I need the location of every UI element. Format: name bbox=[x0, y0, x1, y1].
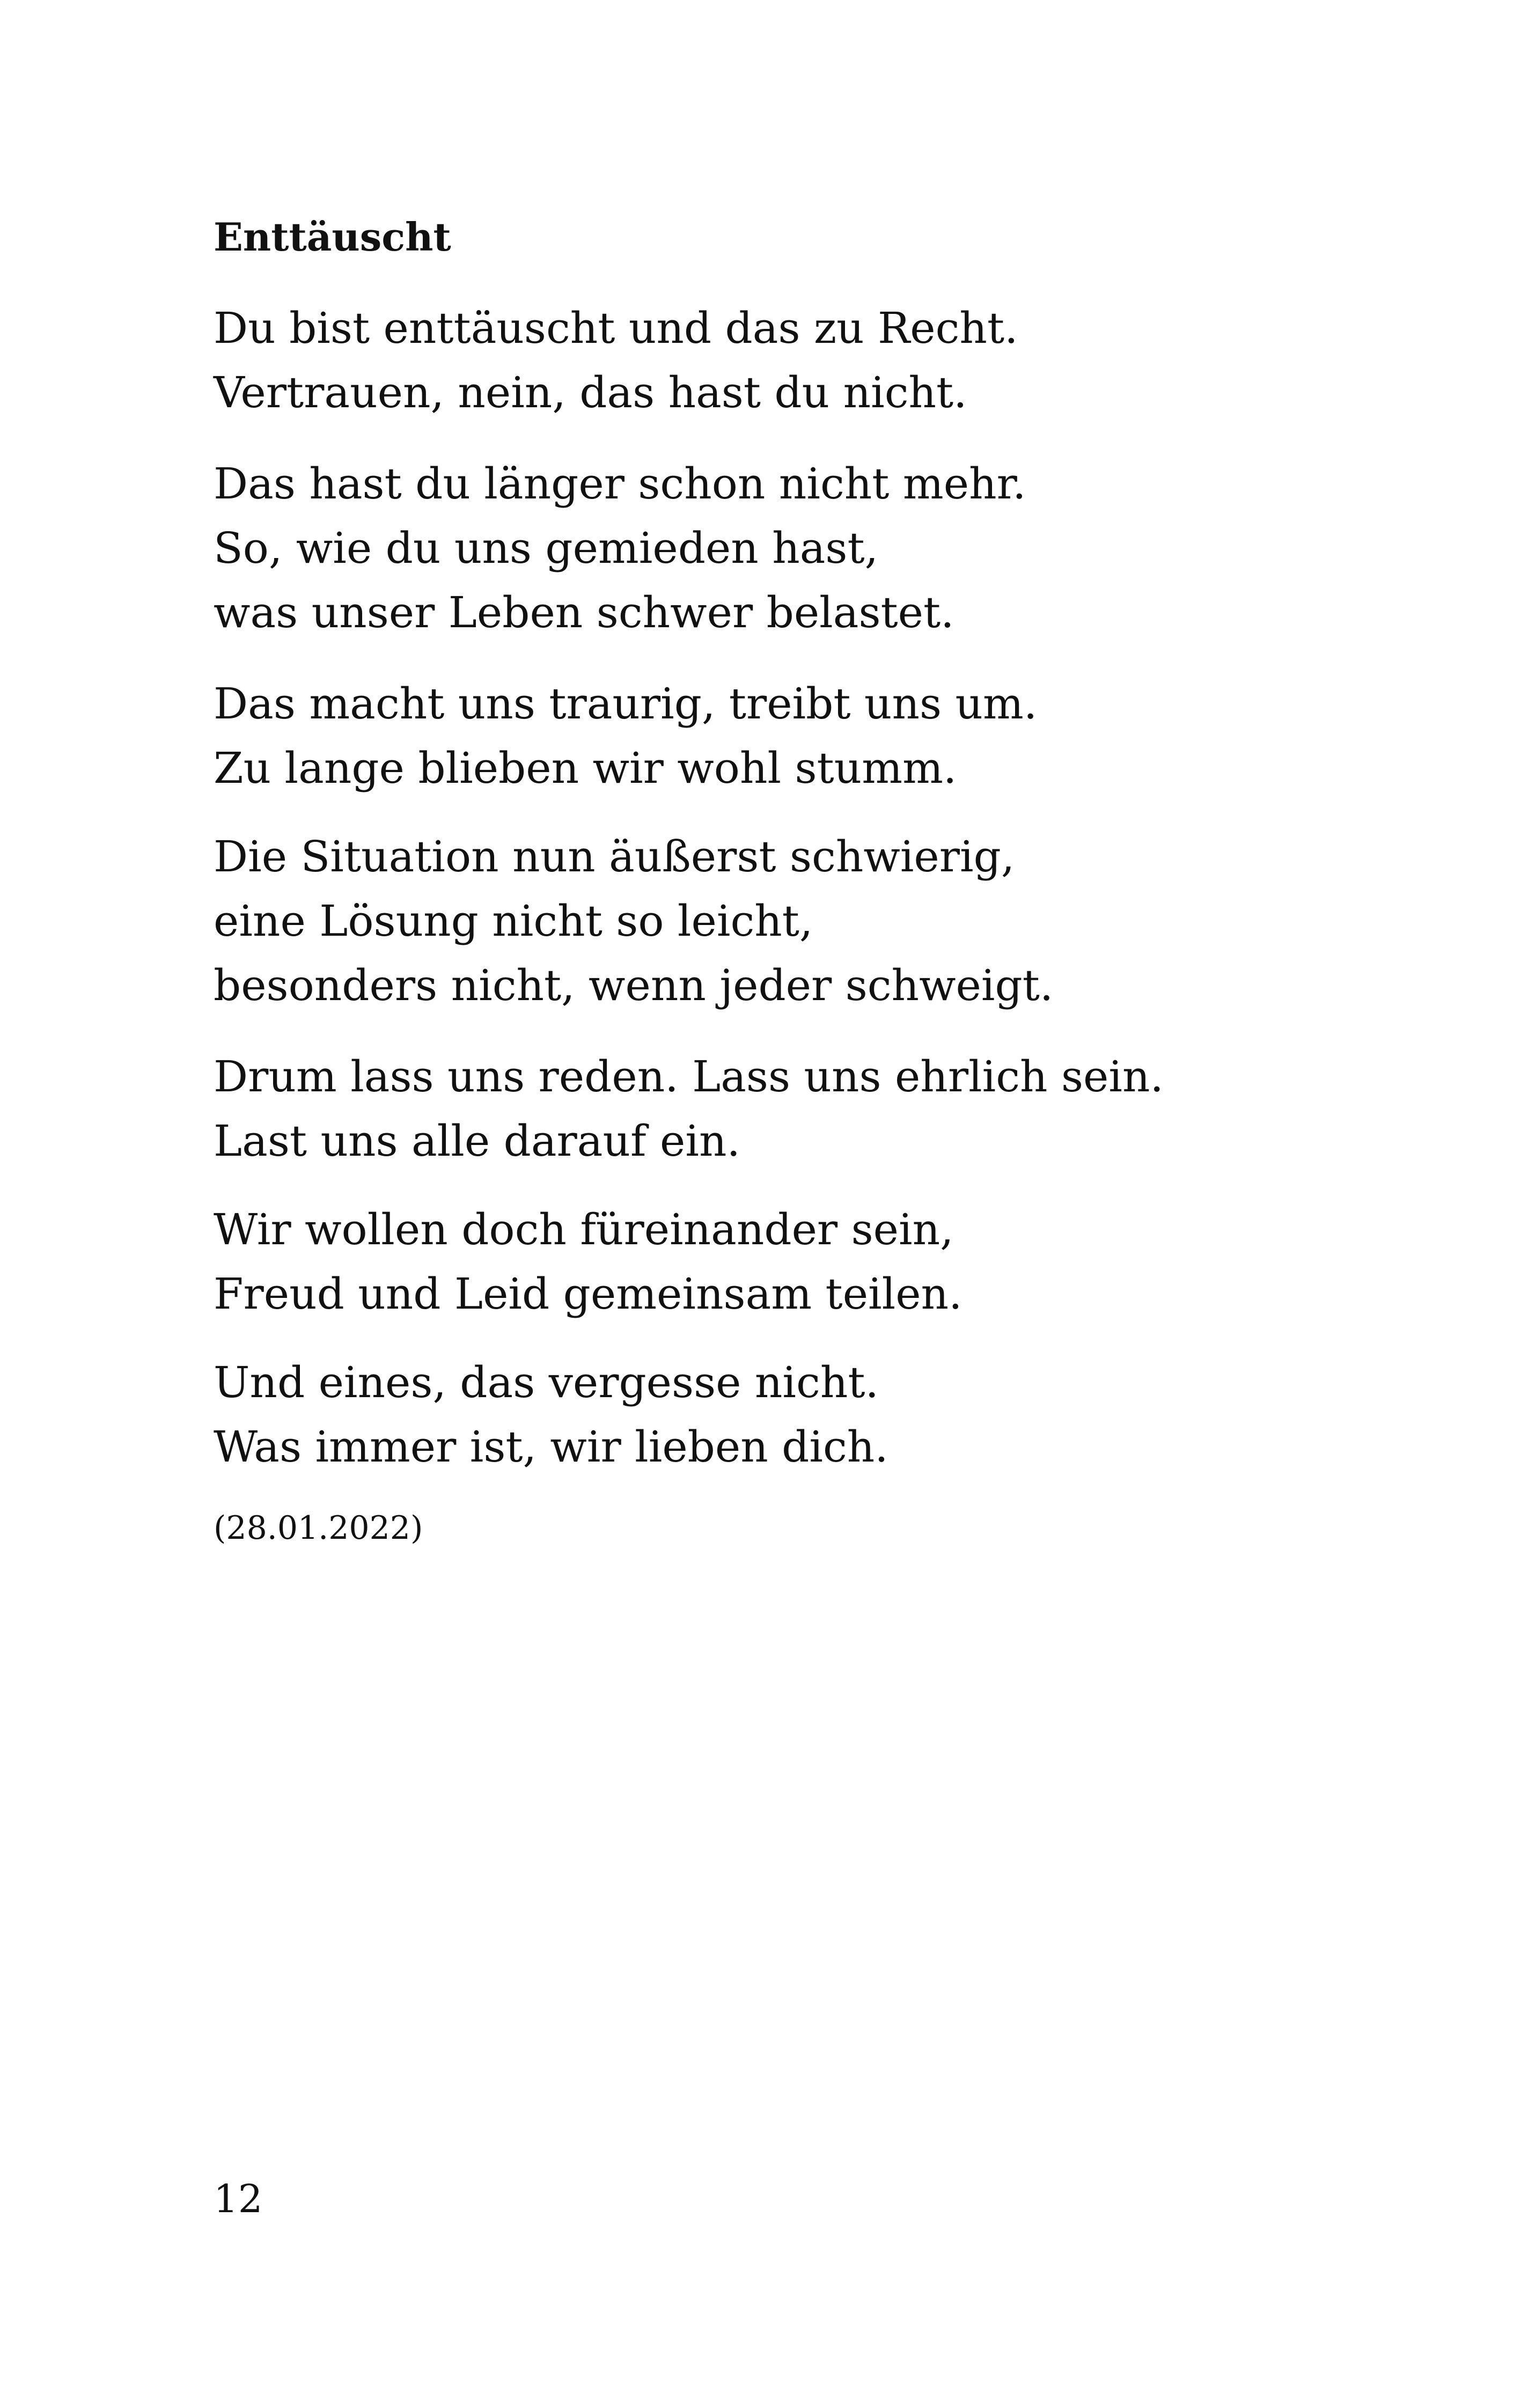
poem-date: (28.01.2022) bbox=[214, 1509, 423, 1547]
poem-line: Vertrauen, nein, das hast du nicht. bbox=[214, 368, 967, 417]
poem-line: Freud und Leid gemeinsam teilen. bbox=[214, 1269, 962, 1319]
poem-line: Das hast du länger schon nicht mehr. bbox=[214, 459, 1026, 509]
poem-line: Drum lass uns reden. Lass uns ehrlich sein. bbox=[214, 1052, 1164, 1102]
poem-line: besonders nicht, wenn jeder schweigt. bbox=[214, 960, 1054, 1010]
poem-line: Das macht uns traurig, treibt uns um. bbox=[214, 679, 1038, 729]
poem-title: Enttäuscht bbox=[214, 214, 451, 260]
poem-line: Zu lange blieben wir wohl stumm. bbox=[214, 743, 957, 793]
poem-line: Was immer ist, wir lieben dich. bbox=[214, 1422, 888, 1472]
poem-line: Und eines, das vergesse nicht. bbox=[214, 1357, 879, 1407]
poem-line: was unser Leben schwer belastet. bbox=[214, 588, 954, 637]
poem-line: eine Lösung nicht so leicht, bbox=[214, 896, 813, 946]
poem-line: Last uns alle darauf ein. bbox=[214, 1116, 740, 1166]
poem-line: Du bist enttäuscht und das zu Recht. bbox=[214, 303, 1018, 353]
poem-line: So, wie du uns gemieden hast, bbox=[214, 523, 879, 573]
poem-line: Die Situation nun äußerst schwierig, bbox=[214, 832, 1015, 882]
page-number: 12 bbox=[214, 2176, 263, 2221]
poem-line: Wir wollen doch füreinander sein, bbox=[214, 1205, 954, 1254]
